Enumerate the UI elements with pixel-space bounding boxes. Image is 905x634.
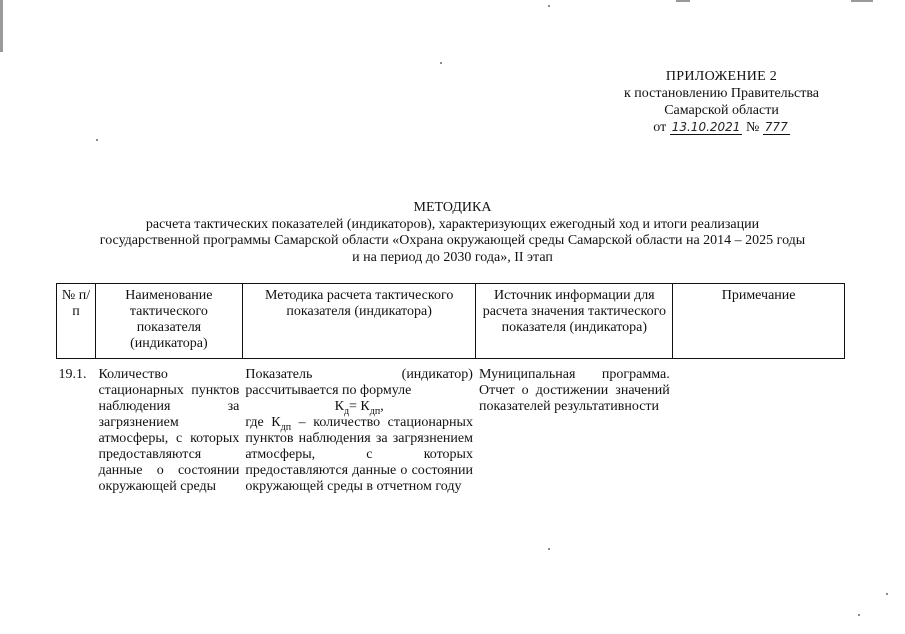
- scan-speck: [548, 548, 550, 550]
- appendix-title: ПРИЛОЖЕНИЕ 2: [665, 69, 778, 84]
- appendix-line: к постановлению Правительства: [623, 86, 820, 101]
- table-row: [57, 359, 845, 496]
- handwritten-date: 13.10.2021: [671, 120, 741, 134]
- cell-number: 19.1.: [58, 367, 87, 382]
- indicator-table: [56, 283, 845, 495]
- scan-speck: [886, 593, 888, 595]
- heading-line: и на период до 2030 года», II этап: [352, 249, 553, 265]
- method-formula: $К_д= К_{дп}$,: [334, 399, 384, 417]
- number-prefix: №: [745, 120, 760, 135]
- appendix-date-line: [600, 119, 843, 136]
- method-description: – количество стационарных пунктов наблюдения за загрязнением атмосферы, с которых предоставляются данные о состоянии окружающей среды в отчетном году: [245, 415, 473, 494]
- heading-line: расчета тактических показателей (индикаторов), характеризующих ежегодный ход и итоги реализации: [145, 216, 760, 232]
- scan-speck: [96, 139, 98, 141]
- scan-speck: [548, 5, 550, 7]
- table-header-row: [57, 284, 845, 359]
- scan-mark: [676, 0, 690, 2]
- header-number: № п/п: [57, 284, 96, 359]
- document-heading: [40, 200, 865, 266]
- header-indicator-name: Наименование тактического показателя (индикатора): [95, 284, 242, 359]
- date-prefix: от: [653, 120, 667, 135]
- header-note: Примечание: [673, 284, 845, 359]
- appendix-block: [600, 68, 843, 136]
- method-intro: Показатель (индикатор) рассчитывается по формуле: [245, 367, 473, 398]
- scan-edge-left: [0, 0, 3, 52]
- heading-line: государственной программы Самарской области «Охрана окружающей среды Самарской области на 2014 – 2025 годы: [99, 233, 806, 248]
- cell-indicator-name: Количество стационарных пунктов наблюдения за загрязнением атмосферы, с которых предоставляются данные о состоянии окружающей среды: [98, 367, 240, 494]
- handwritten-number: 777: [764, 120, 788, 134]
- appendix-line: Самарской области: [664, 103, 779, 118]
- document-title: МЕТОДИКА: [413, 200, 492, 215]
- cell-method: [242, 359, 476, 496]
- scan-speck: [440, 62, 442, 64]
- method-where-sub: дп: [280, 421, 292, 433]
- header-source: Источник информации для расчета значения тактического показателя (индикатора): [476, 284, 673, 359]
- scan-speck: [858, 614, 860, 616]
- method-where: где К: [245, 415, 281, 430]
- header-method: Методика расчета тактического показателя (индикатора): [242, 284, 476, 359]
- cell-source: Муниципальная программа. Отчет о достижении значений показателей результативности: [478, 367, 670, 414]
- scan-mark: [851, 0, 873, 2]
- cell-note: [673, 359, 845, 496]
